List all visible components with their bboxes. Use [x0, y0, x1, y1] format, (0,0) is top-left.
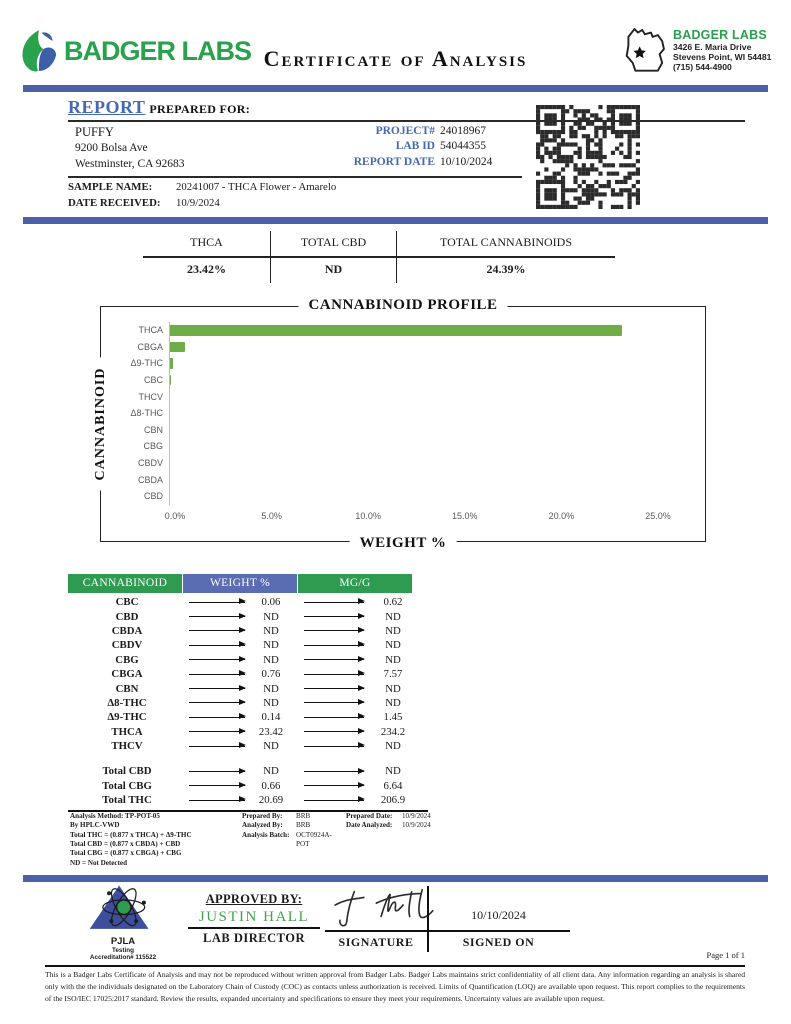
lab-id-label: LAB ID — [395, 140, 435, 153]
disclaimer-text: This is a Badger Labs Certificate of Analysis and may not be reproduced without written approval from Badger Labs. Badger Labs maintains strict confidentiality of all client data. Any information regarding an analysis is shared only with the the individuals designated on the Laboratory Chain of Custody (COC) as contacts unless authorization is received. Limits of Quantification (LOQ) are available upon request. This report complies to the requirements of the ISO/IEC 17025:2017 standard. Review the results, expanded uncertainty and specifications to ensure they meet your requirements. Uncertainty values are available upon request. — [45, 970, 745, 1003]
pjla-accreditation — [73, 884, 173, 962]
project-label: PROJECT# — [375, 125, 435, 137]
arrow-icon — [189, 746, 245, 747]
weight-value: 0.14 — [261, 711, 281, 724]
signature-rule — [325, 930, 570, 932]
chart-bar — [170, 325, 622, 336]
table-row — [68, 667, 428, 681]
mgg-value: 234.2 — [380, 725, 406, 738]
chart-bar-track — [169, 388, 652, 405]
chart-row — [101, 455, 705, 472]
chart-bar-track — [169, 455, 652, 472]
approved-by-label: APPROVED BY: — [205, 892, 303, 906]
chart-bar-track — [169, 355, 652, 372]
lab-id-value: 54044355 — [440, 140, 486, 153]
chart-bar-track — [169, 488, 652, 505]
cannabinoid-name: CBG — [115, 653, 139, 666]
chart-category-label: CBG — [143, 441, 163, 452]
cannabinoid-profile-chart — [93, 297, 706, 551]
table-row — [68, 609, 428, 623]
page-title: Certificate of Analysis — [263, 46, 528, 71]
arrow-icon — [304, 800, 364, 801]
table-row — [68, 764, 428, 778]
x-tick-label: 10.0% — [355, 510, 381, 521]
note-line: By HPLC-VWD — [70, 821, 120, 830]
chart-bar-track — [169, 405, 652, 422]
mgg-value: ND — [385, 639, 401, 652]
chart-category-label: THCV — [138, 391, 163, 402]
weight-value: ND — [263, 639, 279, 652]
pjla-accreditation-number: Accreditation# 115522 — [89, 954, 157, 962]
analysis-method-notes — [70, 812, 242, 868]
table-row — [68, 779, 428, 793]
chart-row — [101, 422, 705, 439]
arrow-icon — [189, 702, 245, 703]
chart-title: CANNABINOID PROFILE — [298, 297, 507, 314]
analyzed-by-value: BRB — [296, 821, 311, 830]
arrow-icon — [304, 702, 364, 703]
arrow-icon — [189, 771, 245, 772]
pjla-name: PJLA — [110, 936, 136, 947]
preparation-info — [242, 812, 482, 868]
divider-bar — [23, 217, 768, 224]
date-analyzed-value: 10/9/2024 — [402, 821, 431, 830]
x-tick-label: 25.0% — [645, 510, 671, 521]
weight-value: ND — [263, 682, 279, 695]
mgg-value: ND — [385, 740, 401, 753]
weight-value: 20.69 — [258, 794, 284, 807]
cannabinoid-name: CBD — [115, 610, 139, 623]
chart-bar-track — [169, 322, 652, 339]
cannabinoid-name: CBDA — [111, 624, 143, 637]
arrow-icon — [189, 616, 245, 617]
mgg-value: 6.64 — [383, 779, 403, 792]
note-line: Total CBD = (0.877 x CBDA) + CBD — [70, 840, 181, 849]
arrow-icon — [189, 602, 245, 603]
table-row — [68, 739, 428, 753]
mgg-value: ND — [385, 765, 401, 778]
analysis-notes — [70, 812, 482, 868]
chart-x-axis — [164, 510, 671, 526]
mgg-value: 1.45 — [383, 711, 403, 724]
lab-address-block — [618, 22, 776, 76]
arrow-icon — [189, 645, 245, 646]
cannabinoid-name: Total THC — [102, 794, 152, 807]
approver-title: LAB DIRECTOR — [203, 931, 305, 945]
project-value: 24018967 — [440, 125, 486, 137]
header-cannabinoid: CANNABINOID — [68, 574, 182, 593]
chart-row — [101, 339, 705, 356]
sample-block — [68, 180, 336, 211]
table-row — [68, 725, 428, 739]
summary-cbd-label: TOTAL CBD — [270, 231, 397, 256]
lab-name: BADGER LABS — [673, 28, 767, 42]
arrow-icon — [189, 731, 245, 732]
report-date-value: 10/10/2024 — [440, 155, 493, 168]
chart-bar — [170, 342, 185, 353]
pjla-testing-label: Testing — [112, 946, 134, 954]
sample-name-value: 20241007 - THCA Flower - Amarelo — [176, 181, 337, 193]
chart-category-label: CBD — [143, 491, 163, 502]
arrow-icon — [189, 785, 245, 786]
approved-by-block — [188, 892, 320, 946]
prepared-date-value: 10/9/2024 — [402, 812, 431, 820]
lab-address-line1: 3426 E. Maria Drive — [673, 42, 752, 52]
table-row — [68, 653, 428, 667]
weight-value: ND — [263, 653, 279, 666]
mgg-value: ND — [385, 624, 401, 637]
arrow-icon — [189, 630, 245, 631]
chart-row — [101, 471, 705, 488]
divider-bar — [23, 875, 768, 882]
mgg-value: 0.62 — [383, 596, 403, 609]
header-weight: WEIGHT % — [183, 574, 297, 593]
chart-bar — [170, 358, 173, 369]
x-tick-label: 15.0% — [452, 510, 478, 521]
summary-thca-value: 23.42% — [187, 261, 226, 276]
results-table-header — [68, 574, 412, 593]
arrow-icon — [304, 746, 364, 747]
cannabinoid-name: Δ8-THC — [107, 696, 147, 709]
chart-category-label: CBDA — [137, 474, 163, 485]
analyzed-by-label: Analyzed By: — [242, 821, 283, 830]
chart-row — [101, 355, 705, 372]
arrow-icon — [304, 659, 364, 660]
arrow-icon — [189, 800, 245, 801]
arrow-icon — [304, 645, 364, 646]
arrow-icon — [304, 616, 364, 617]
mgg-value: 7.57 — [383, 668, 403, 681]
chart-bar — [170, 375, 171, 386]
arrow-icon — [189, 674, 245, 675]
table-row — [68, 793, 428, 807]
cannabinoid-name: CBDV — [111, 639, 143, 652]
chart-row — [101, 372, 705, 389]
date-analyzed-label: Date Analyzed: — [346, 821, 393, 830]
chart-plot-rows — [101, 322, 705, 505]
chart-category-label: CBGA — [137, 341, 163, 352]
note-line: Total CBG = (0.877 x CBGA) + CBG — [70, 849, 182, 858]
chart-row — [101, 388, 705, 405]
cannabinoid-name: Total CBD — [102, 765, 152, 778]
arrow-icon — [304, 785, 364, 786]
chart-row — [101, 405, 705, 422]
report-section-heading — [68, 97, 250, 118]
approver-name: JUSTIN HALL — [188, 909, 320, 929]
arrow-icon — [304, 630, 364, 631]
date-received-value: 10/9/2024 — [176, 196, 220, 209]
sample-rule — [68, 176, 522, 178]
analysis-batch-label: Analysis Batch: — [242, 830, 290, 839]
client-block — [75, 124, 184, 173]
signed-on-label: SIGNED ON — [462, 935, 535, 949]
table-row — [68, 681, 428, 695]
table-row — [68, 624, 428, 638]
chart-bar-track — [169, 438, 652, 455]
chart-category-label: Δ8-THC — [130, 408, 163, 419]
qr-code — [536, 105, 640, 209]
pjla-logo-icon — [82, 884, 164, 932]
analysis-batch-value: OCT0924A-POT — [296, 830, 332, 849]
results-rows — [68, 595, 428, 753]
chart-x-axis-title: WEIGHT % — [350, 535, 457, 552]
prepared-by-label: Prepared By: — [242, 812, 283, 820]
results-total-rows — [68, 764, 428, 807]
cannabinoid-name: THCA — [111, 725, 143, 738]
heading-rule — [68, 120, 745, 122]
table-row — [68, 696, 428, 710]
mgg-value: ND — [385, 653, 401, 666]
divider-bar — [23, 85, 768, 92]
note-line: Total THC = (0.877 x THCA) + Δ9-THC — [70, 830, 192, 839]
arrow-icon — [304, 717, 364, 718]
prepared-date-label: Prepared Date: — [346, 812, 393, 820]
weight-value: ND — [263, 610, 279, 623]
arrow-icon — [189, 717, 245, 718]
note-line: Analysis Method: TP-POT-05 — [70, 812, 160, 820]
summary-cannabinoids-value: 24.39% — [486, 261, 526, 276]
lab-phone: (715) 544-4900 — [673, 62, 732, 73]
weight-value: 23.42 — [258, 725, 284, 738]
summary-thca-label: THCA — [190, 235, 223, 249]
weight-value: 0.76 — [261, 668, 281, 681]
signature-block — [325, 884, 570, 954]
arrow-icon — [189, 688, 245, 689]
prepared-for-label: PREPARED FOR: — [149, 102, 251, 116]
chart-bar-track — [169, 339, 652, 356]
lab-address-line2: Stevens Point, WI 54481 — [673, 52, 772, 63]
chart-bar-track — [169, 471, 652, 488]
header-mgg: MG/G — [298, 574, 412, 593]
weight-value: ND — [263, 740, 279, 753]
chart-row — [101, 322, 705, 339]
cannabinoid-name: CBGA — [111, 668, 143, 681]
potency-summary — [143, 231, 615, 283]
table-row — [68, 595, 428, 609]
note-line: ND = Not Detected — [70, 858, 128, 867]
logo-wordmark: BADGER LABS — [64, 35, 252, 66]
x-tick-label: 5.0% — [261, 510, 282, 521]
results-table — [68, 574, 428, 812]
arrow-icon — [304, 602, 364, 603]
signed-on-date: 10/10/2024 — [471, 908, 526, 922]
report-heading-word: REPORT — [68, 97, 146, 117]
chart-row — [101, 488, 705, 505]
x-tick-label: 0.0% — [164, 510, 186, 521]
arrow-icon — [304, 731, 364, 732]
table-row — [68, 638, 428, 652]
chart-y-axis-title: CANNABINOID — [93, 358, 109, 491]
table-row — [68, 710, 428, 724]
mgg-value: ND — [385, 682, 401, 695]
wisconsin-map-icon — [618, 22, 670, 76]
cannabinoid-name: THCV — [111, 740, 143, 753]
sample-name-label: SAMPLE NAME: — [68, 181, 153, 193]
summary-cannabinoids-label: TOTAL CANNABINOIDS — [439, 235, 573, 249]
chart-row — [101, 438, 705, 455]
chart-category-label: Δ9-THC — [130, 358, 163, 369]
arrow-icon — [304, 771, 364, 772]
report-date-label: REPORT DATE — [353, 155, 435, 168]
footer-rule — [45, 965, 745, 967]
weight-value: 0.06 — [261, 596, 281, 609]
arrow-icon — [304, 674, 364, 675]
date-received-label: DATE RECEIVED: — [68, 196, 161, 209]
report-meta — [298, 124, 512, 170]
signature-label: SIGNATURE — [338, 935, 414, 949]
weight-value: ND — [263, 624, 279, 637]
cannabinoid-name: CBC — [115, 596, 139, 609]
chart-category-label: CBDV — [137, 458, 163, 469]
cannabinoid-name: Δ9-THC — [107, 711, 147, 724]
page-number: Page 1 of 1 — [706, 950, 745, 960]
weight-value: ND — [263, 765, 279, 778]
client-address-line1: 9200 Bolsa Ave — [75, 142, 148, 155]
cannabinoid-name: CBN — [115, 682, 139, 695]
chart-bar-track — [169, 422, 652, 439]
weight-value: 0.66 — [261, 779, 281, 792]
cannabinoid-name: Total CBG — [102, 779, 152, 792]
prepared-by-value: BRB — [296, 812, 311, 820]
arrow-icon — [189, 659, 245, 660]
client-name: PUFFY — [75, 125, 114, 139]
chart-category-label: CBC — [143, 375, 163, 386]
summary-cbd-value: ND — [270, 258, 397, 283]
mgg-value: 206.9 — [380, 794, 406, 807]
mgg-value: ND — [385, 696, 401, 709]
x-tick-label: 20.0% — [548, 510, 575, 521]
arrow-icon — [304, 688, 364, 689]
chart-category-label: CBN — [143, 424, 163, 435]
client-address-line2: Westminster, CA 92683 — [75, 158, 185, 171]
chart-bar-track — [169, 372, 652, 389]
weight-value: ND — [263, 696, 279, 709]
chart-category-label: THCA — [138, 325, 163, 336]
mgg-value: ND — [385, 610, 401, 623]
